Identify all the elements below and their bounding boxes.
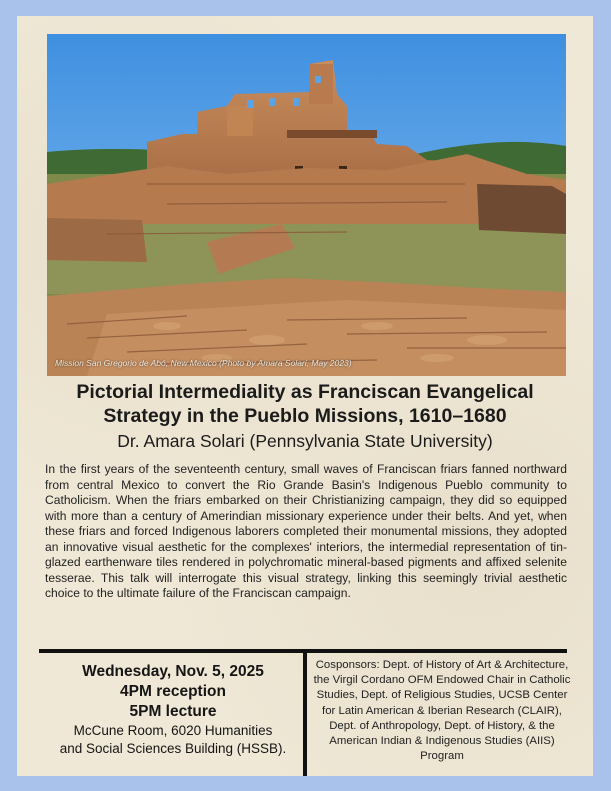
lecture-abstract: In the first years of the seventeenth century, small waves of Franciscan friars fanned northward from central Mexico to convert the Rio Grande Basin's Indigenous Pueblo community to Catholicism. When the friars embarked on their Christianizing campaign, they did so equipped with more than a century of Amerindian missionary experience under their belts. And yet, when these friars and forced Indigenous laborers completed their monumental missions, they adopted an innovative visual aesthetic for the complexes' interiors, the intermedial representation of tin-glazed earthenware tiles rendered in polychromatic mineral-based pigments and affixed selenite tesserae. This talk will interrogate this visual strategy, linking this seemingly trivial aesthetic choice to the ultimate failure of the Franciscan campaign. bbox=[45, 462, 567, 600]
photo-caption: Mission San Gregorio de Abó, New Mexico (Photo by Amara Solari, May 2023) bbox=[55, 358, 352, 368]
event-date: Wednesday, Nov. 5, 2025 bbox=[82, 663, 264, 680]
lecture-title-line-1: Pictorial Intermediality as Franciscan Evangelical bbox=[76, 381, 534, 403]
vertical-divider bbox=[303, 653, 307, 776]
event-lecture-time: 5PM lecture bbox=[129, 703, 217, 720]
speaker-name: Dr. Amara Solari (Pennsylvania State University) bbox=[117, 431, 493, 451]
event-location-line-1: McCune Room, 6020 Humanities bbox=[73, 723, 273, 738]
lecture-title bbox=[33, 380, 577, 428]
mission-ruins-photo bbox=[47, 34, 566, 376]
cosponsors-list: Cosponsors: Dept. of History of Art & Architecture, the Virgil Cordano OFM Endowed Chair in Catholic Studies, Dept. of Religious Studies, UCSB Center for Latin American & Iberian Research (CLAIR), Dept. of Anthropology, Dept. of History, & the American Indian & Indigenous Studies (AIIS) Program bbox=[313, 659, 571, 763]
lecture-title-line-2: Strategy in the Pueblo Missions, 1610–1680 bbox=[103, 405, 507, 427]
event-details bbox=[47, 662, 299, 758]
event-reception-time: 4PM reception bbox=[120, 683, 226, 700]
event-location-line-2: and Social Sciences Building (HSSB). bbox=[59, 741, 287, 756]
mission-ruins-illustration bbox=[47, 34, 566, 376]
event-poster bbox=[17, 16, 593, 776]
